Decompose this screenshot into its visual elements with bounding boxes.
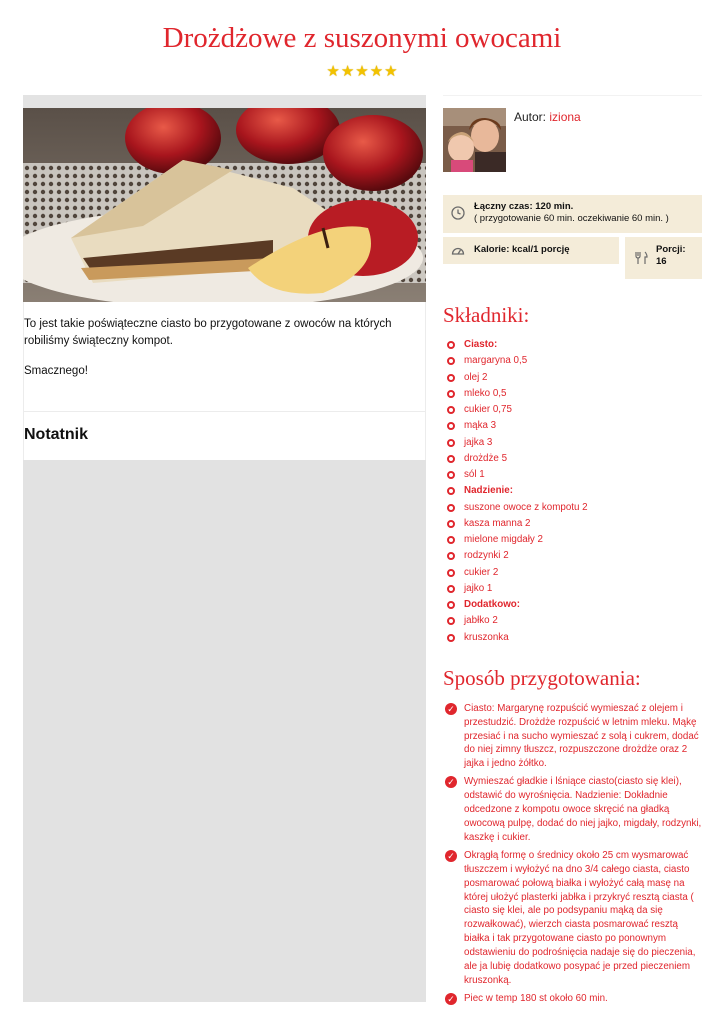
ingredient-text: sól 1 bbox=[464, 469, 485, 480]
step-text: Piec w temp 180 st około 60 min. bbox=[464, 992, 608, 1004]
check-circle-icon: ✓ bbox=[445, 776, 457, 788]
ingredient-item bbox=[443, 533, 702, 549]
step-item bbox=[443, 702, 702, 772]
ingredient-item bbox=[443, 419, 702, 435]
ingredient-item bbox=[443, 549, 702, 565]
ingredient-text: suszone owoce z kompotu 2 bbox=[464, 501, 588, 513]
check-circle-icon: ✓ bbox=[445, 993, 457, 1005]
ingredient-text: Ciasto: bbox=[464, 339, 498, 350]
ingredient-text: mielone migdały 2 bbox=[464, 534, 543, 545]
ingredient-item bbox=[443, 517, 702, 533]
step-item bbox=[443, 992, 702, 1006]
ingredient-item bbox=[443, 582, 702, 598]
portions-label: Porcji: bbox=[656, 244, 686, 255]
recipe-title: Drożdżowe z suszonymi owocami bbox=[162, 22, 562, 54]
ingredients-list bbox=[443, 338, 702, 647]
star-icon: ★ bbox=[355, 63, 369, 80]
ingredient-item bbox=[443, 566, 702, 582]
ingredient-text: kruszonka bbox=[464, 631, 509, 643]
step-item bbox=[443, 775, 702, 845]
time-detail: ( przygotowanie 60 min. oczekiwanie 60 min. ) bbox=[474, 213, 669, 224]
check-circle-icon: ✓ bbox=[445, 703, 457, 715]
bullet-circle-icon bbox=[447, 471, 455, 479]
ingredient-item bbox=[443, 371, 702, 387]
notes-title: Notatnik bbox=[23, 412, 426, 460]
ingredient-group-heading bbox=[443, 484, 702, 500]
ingredient-text: drożdże 5 bbox=[464, 452, 508, 464]
ingredient-item bbox=[443, 436, 702, 452]
star-icon: ★ bbox=[384, 63, 398, 80]
bullet-circle-icon bbox=[447, 585, 455, 593]
right-column bbox=[443, 95, 702, 1010]
total-time-label: Łączny czas: 120 min. bbox=[474, 201, 574, 212]
bullet-circle-icon bbox=[447, 617, 455, 625]
step-text: Ciasto: Margarynę rozpuścić wymieszać z olejem i przestudzić. Drożdże rozpuścić w letnim mleku. Mąkę przesiać i na sucho wymieszać z solą i cukrem, dodać do niej zimny tłuszcz, rozpuszczone drożdże oraz 2 jajka i jedno żółtko. bbox=[464, 702, 699, 770]
ingredient-item bbox=[443, 614, 702, 630]
steps-list bbox=[443, 702, 702, 1006]
time-info-box bbox=[443, 195, 702, 233]
author-section bbox=[443, 95, 702, 195]
cutlery-icon bbox=[635, 251, 649, 265]
ingredient-group-heading bbox=[443, 598, 702, 614]
bullet-circle-icon bbox=[447, 634, 455, 642]
bullet-circle-icon bbox=[447, 552, 455, 560]
notes-area[interactable] bbox=[23, 460, 426, 1002]
ingredient-item bbox=[443, 354, 702, 370]
ingredient-item bbox=[443, 468, 702, 484]
ingredient-text: margaryna 0,5 bbox=[464, 355, 528, 367]
bullet-circle-icon bbox=[447, 455, 455, 463]
ingredient-text: mąka 3 bbox=[464, 420, 497, 432]
bullet-circle-icon bbox=[447, 374, 455, 382]
ingredient-item bbox=[443, 403, 702, 419]
recipe-description bbox=[23, 302, 426, 412]
bullet-circle-icon bbox=[447, 536, 455, 544]
ingredient-item bbox=[443, 387, 702, 403]
ingredient-item bbox=[443, 631, 702, 647]
bullet-circle-icon bbox=[447, 520, 455, 528]
bullet-circle-icon bbox=[447, 569, 455, 577]
clock-icon bbox=[451, 206, 465, 220]
bullet-circle-icon bbox=[447, 487, 455, 495]
ingredient-text: mleko 0,5 bbox=[464, 387, 507, 399]
cake-apples-image bbox=[23, 108, 426, 302]
ingredient-text: Nadzienie: bbox=[464, 485, 513, 497]
ingredient-text: cukier 2 bbox=[464, 566, 499, 578]
bullet-circle-icon bbox=[447, 357, 455, 365]
bullet-circle-icon bbox=[447, 390, 455, 398]
bullet-circle-icon bbox=[447, 439, 455, 447]
bullet-circle-icon bbox=[447, 504, 455, 512]
ingredient-text: cukier 0,75 bbox=[464, 404, 512, 415]
author-label: Autor: bbox=[514, 110, 547, 124]
ingredient-item bbox=[443, 501, 702, 517]
author-avatar[interactable] bbox=[443, 108, 506, 172]
ingredients-title: Składniki: bbox=[443, 303, 530, 327]
ingredient-text: jabłko 2 bbox=[464, 615, 498, 627]
portions-value: 16 bbox=[656, 256, 667, 267]
recipe-photo bbox=[23, 95, 426, 302]
step-text: Okrągłą formę o średnicy około 25 cm wysmarować tłuszczem i wyłożyć na dno 3/4 całego ciasta, ciasto posmarować połową białka i wyłożyć całą masę na której ułożyć plasterki jabłka i przykryć resztą ciasta ( ciasto się klei, ale po podsypaniu mąką da się rozwałkować), wierzch ciasta posmarować resztą białka i tak przygotowane ciasto po ponownym odstawieniu do podrośnięcia nadaje się do pieczenia, ale ja lubię dodatkowo posypać je przed pieczeniem kruszonką. bbox=[464, 849, 696, 986]
steps-title: Sposób przygotowania: bbox=[443, 665, 641, 690]
calories-label: Kalorie: kcal/1 porcję bbox=[474, 244, 570, 255]
bullet-circle-icon bbox=[447, 341, 455, 349]
author-name-link[interactable]: iziona bbox=[549, 110, 581, 124]
ingredient-group-heading bbox=[443, 338, 702, 354]
ingredient-text: kasza manna 2 bbox=[464, 517, 531, 529]
left-column bbox=[23, 95, 426, 1002]
ingredient-text: jajko 1 bbox=[464, 582, 493, 594]
bullet-circle-icon bbox=[447, 422, 455, 430]
star-icon: ★ bbox=[369, 63, 384, 80]
rating-stars bbox=[0, 62, 724, 80]
bullet-circle-icon bbox=[447, 406, 455, 414]
calories-box bbox=[443, 237, 619, 264]
ingredient-text: jajka 3 bbox=[464, 436, 493, 448]
description-paragraph: To jest takie poświąteczne ciasto bo przygotowane z owoców na których robiliśmy świąteczny kompot. bbox=[24, 318, 392, 347]
ingredient-item bbox=[443, 452, 702, 468]
ingredient-text: rodzynki 2 bbox=[464, 550, 509, 562]
description-paragraph: Smacznego! bbox=[24, 365, 88, 377]
check-circle-icon: ✓ bbox=[445, 850, 457, 862]
ingredient-text: Dodatkowo: bbox=[464, 599, 521, 610]
star-icon: ★ bbox=[340, 63, 355, 80]
step-item bbox=[443, 849, 702, 988]
star-icon: ★ bbox=[326, 63, 340, 80]
author-info bbox=[514, 110, 581, 124]
bullet-circle-icon bbox=[447, 601, 455, 609]
gauge-icon bbox=[451, 244, 465, 258]
ingredient-text: olej 2 bbox=[464, 371, 488, 383]
step-text: Wymieszać gładkie i lśniące ciasto(ciasto się klei), odstawić do wyrośnięcia. Nadzienie: Dokładnie odcedzone z kompotu owoce skręcić na gładką owocową pulpę, dodać do niej jajko, migdały, rodzynki, kaszkę i cukier. bbox=[464, 776, 702, 843]
portions-box bbox=[625, 237, 702, 279]
